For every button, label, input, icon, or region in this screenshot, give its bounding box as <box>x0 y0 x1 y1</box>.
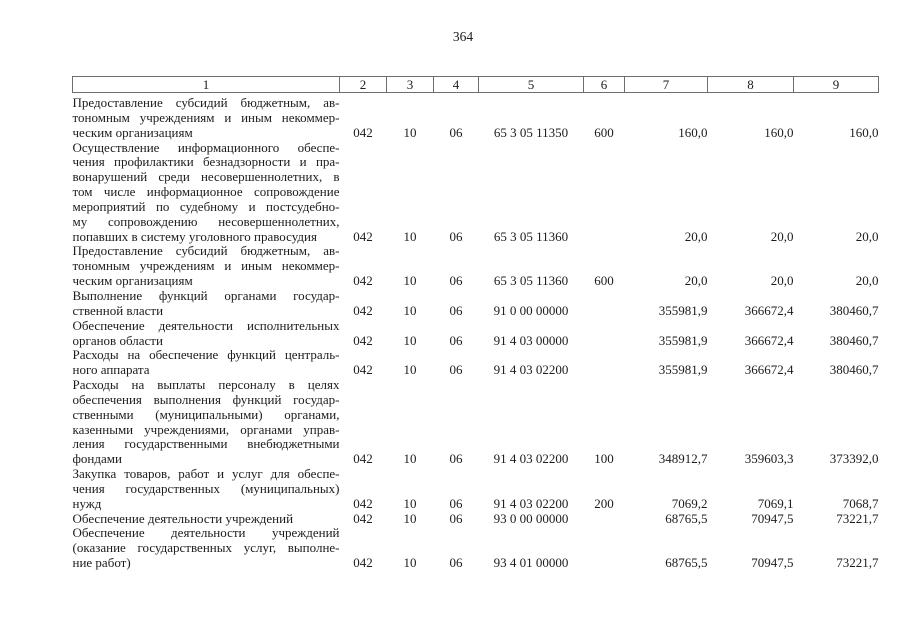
cell-target-article-code: 93 4 01 00000 <box>493 555 569 571</box>
description-line: органов области <box>72 332 163 348</box>
description-line: Расходы на выплаты персоналу в целях <box>72 377 340 393</box>
description-line: мероприятий по судебному и постсудебно- <box>72 198 340 214</box>
cell-amount-year1: 20,0 <box>684 273 708 289</box>
cell-amount-year2: 160,0 <box>764 124 794 140</box>
cell-amount-year1: 355981,9 <box>658 332 708 348</box>
row-description <box>73 348 340 378</box>
row-description <box>73 526 340 571</box>
table-row <box>73 526 879 571</box>
cell-grbs-code: 042 <box>353 302 373 318</box>
row-description <box>73 289 340 319</box>
description-line: тономным учреждениям и иным некоммер- <box>72 258 340 274</box>
description-line: чения государственных (муниципальных) <box>72 480 340 496</box>
cell-amount-year3: 380460,7 <box>829 362 879 378</box>
description-line: Обеспечение деятельности учреждений <box>72 510 294 526</box>
column-header: 5 <box>479 77 584 93</box>
cell-amount-year2: 359603,3 <box>744 451 794 467</box>
cell-amount-year1: 68765,5 <box>665 555 708 571</box>
cell-section-code: 10 <box>403 302 417 318</box>
row-description <box>73 512 340 527</box>
description-line: чения профилактики безнадзорности и пра- <box>72 154 340 170</box>
cell-subsection-code: 06 <box>449 228 463 244</box>
cell-subsection-code: 06 <box>449 362 463 378</box>
cell-target-article-code: 91 4 03 02200 <box>493 495 569 511</box>
cell-expense-type-code <box>584 526 625 571</box>
cell-amount-year1: 68765,5 <box>665 510 708 526</box>
description-line: Обеспечение деятельности исполнительных <box>72 317 340 333</box>
description-line: му сопровождению несовершеннолетних, <box>72 213 340 229</box>
cell-expense-type-code <box>584 512 625 527</box>
cell-amount-year3: 73221,7 <box>836 555 879 571</box>
cell-amount-year3: 20,0 <box>855 273 879 289</box>
cell-amount-year2: 70947,5 <box>751 555 794 571</box>
cell-amount-year1: 20,0 <box>684 228 708 244</box>
table-row <box>73 289 879 319</box>
cell-grbs-code: 042 <box>353 332 373 348</box>
cell-subsection-code: 06 <box>449 555 463 571</box>
column-header: 8 <box>708 77 794 93</box>
row-description <box>73 93 340 141</box>
description-line: ления государственными внебюджетными <box>72 436 340 452</box>
column-header: 1 <box>73 77 340 93</box>
cell-expense-type-code <box>584 289 625 319</box>
cell-expense-type-code: 600 <box>594 124 614 140</box>
row-description <box>73 467 340 512</box>
cell-subsection-code: 06 <box>449 451 463 467</box>
cell-section-code: 10 <box>403 451 417 467</box>
cell-amount-year2: 366672,4 <box>744 302 794 318</box>
description-line: Осуществление информационного обеспе- <box>72 139 340 155</box>
cell-section-code: 10 <box>403 273 417 289</box>
description-line: Обеспечение деятельности учреждений <box>72 525 340 541</box>
column-header: 2 <box>340 77 387 93</box>
table-row <box>73 348 879 378</box>
table-row <box>73 512 879 527</box>
description-line: Закупка товаров, работ и услуг для обеспе- <box>72 466 340 482</box>
cell-amount-year3: 20,0 <box>855 228 879 244</box>
description-line: ческим организациям <box>72 273 193 289</box>
cell-section-code: 10 <box>403 228 417 244</box>
row-description <box>73 378 340 467</box>
cell-target-article-code: 91 4 03 02200 <box>493 451 569 467</box>
cell-amount-year2: 366672,4 <box>744 362 794 378</box>
budget-table <box>72 76 879 571</box>
cell-expense-type-code: 200 <box>594 495 614 511</box>
cell-subsection-code: 06 <box>449 332 463 348</box>
cell-target-article-code: 91 4 03 00000 <box>493 332 569 348</box>
description-line: ственными (муниципальными) органами, <box>72 406 340 422</box>
cell-target-article-code: 93 0 00 00000 <box>493 510 569 526</box>
table-body <box>73 93 879 572</box>
description-line: Выполнение функций органами государ- <box>72 287 340 303</box>
column-header: 4 <box>434 77 479 93</box>
row-description <box>73 319 340 349</box>
cell-grbs-code: 042 <box>353 451 373 467</box>
column-header: 6 <box>584 77 625 93</box>
description-line: попавших в систему уголовного правосудия <box>72 228 317 244</box>
cell-target-article-code: 91 0 00 00000 <box>493 302 569 318</box>
cell-amount-year1: 355981,9 <box>658 302 708 318</box>
table-row <box>73 244 879 289</box>
description-line: ческим организациям <box>72 124 193 140</box>
cell-expense-type-code: 600 <box>594 273 614 289</box>
cell-subsection-code: 06 <box>449 495 463 511</box>
description-line: ного аппарата <box>72 362 150 378</box>
cell-amount-year3: 160,0 <box>849 124 879 140</box>
cell-section-code: 10 <box>403 124 417 140</box>
cell-amount-year3: 73221,7 <box>836 510 879 526</box>
description-line: Предоставление субсидий бюджетным, ав- <box>72 95 340 110</box>
description-line: вонарушений среди несовершеннолетних, в <box>72 169 340 185</box>
description-line: ственной власти <box>72 302 164 318</box>
cell-subsection-code: 06 <box>449 510 463 526</box>
description-line: Предоставление субсидий бюджетным, ав- <box>72 243 340 259</box>
cell-subsection-code: 06 <box>449 124 463 140</box>
cell-amount-year2: 20,0 <box>770 273 794 289</box>
description-line: (оказание государственных услуг, выполне- <box>72 540 340 556</box>
description-line: тономным учреждениям и иным некоммер- <box>72 109 340 125</box>
cell-target-article-code: 65 3 05 11360 <box>493 273 569 289</box>
cell-amount-year3: 373392,0 <box>829 451 879 467</box>
cell-amount-year2: 366672,4 <box>744 332 794 348</box>
description-line: фондами <box>72 451 122 467</box>
cell-amount-year3: 380460,7 <box>829 332 879 348</box>
cell-expense-type-code: 100 <box>594 451 614 467</box>
description-line: обеспечения выполнения функций государ- <box>72 391 340 407</box>
description-line: казенными учреждениями, органами управ- <box>72 421 340 437</box>
cell-section-code: 10 <box>403 495 417 511</box>
cell-target-article-code: 65 3 05 11360 <box>493 228 569 244</box>
cell-expense-type-code <box>584 348 625 378</box>
cell-grbs-code: 042 <box>353 555 373 571</box>
cell-expense-type-code <box>584 319 625 349</box>
cell-amount-year3: 7068,7 <box>842 495 879 511</box>
table-row <box>73 141 879 245</box>
description-line: нужд <box>72 495 102 511</box>
cell-amount-year1: 348912,7 <box>658 451 708 467</box>
cell-grbs-code: 042 <box>353 495 373 511</box>
cell-grbs-code: 042 <box>353 362 373 378</box>
cell-subsection-code: 06 <box>449 273 463 289</box>
row-description <box>73 141 340 245</box>
description-line: Расходы на обеспечение функций централь- <box>72 347 340 363</box>
header-row <box>73 77 879 93</box>
page-number: 364 <box>452 29 474 44</box>
table-row <box>73 319 879 349</box>
cell-amount-year1: 7069,2 <box>671 495 708 511</box>
column-header: 3 <box>387 77 434 93</box>
cell-section-code: 10 <box>403 332 417 348</box>
cell-amount-year3: 380460,7 <box>829 302 879 318</box>
cell-grbs-code: 042 <box>353 228 373 244</box>
cell-section-code: 10 <box>403 362 417 378</box>
cell-section-code: 10 <box>403 510 417 526</box>
cell-grbs-code: 042 <box>353 124 373 140</box>
row-description <box>73 244 340 289</box>
description-line: ние работ) <box>72 555 131 571</box>
cell-amount-year2: 20,0 <box>770 228 794 244</box>
description-line: том числе информационное сопровождение <box>72 184 340 200</box>
table-row <box>73 378 879 467</box>
column-header: 7 <box>625 77 708 93</box>
cell-subsection-code: 06 <box>449 302 463 318</box>
cell-grbs-code: 042 <box>353 510 373 526</box>
cell-target-article-code: 65 3 05 11350 <box>493 124 569 140</box>
cell-amount-year2: 7069,1 <box>757 495 794 511</box>
cell-section-code: 10 <box>403 555 417 571</box>
cell-amount-year1: 160,0 <box>678 124 708 140</box>
cell-expense-type-code <box>584 141 625 245</box>
table-row <box>73 467 879 512</box>
cell-amount-year2: 70947,5 <box>751 510 794 526</box>
table-row <box>73 93 879 141</box>
cell-amount-year1: 355981,9 <box>658 362 708 378</box>
cell-target-article-code: 91 4 03 02200 <box>493 362 569 378</box>
column-header: 9 <box>794 77 879 93</box>
cell-grbs-code: 042 <box>353 273 373 289</box>
